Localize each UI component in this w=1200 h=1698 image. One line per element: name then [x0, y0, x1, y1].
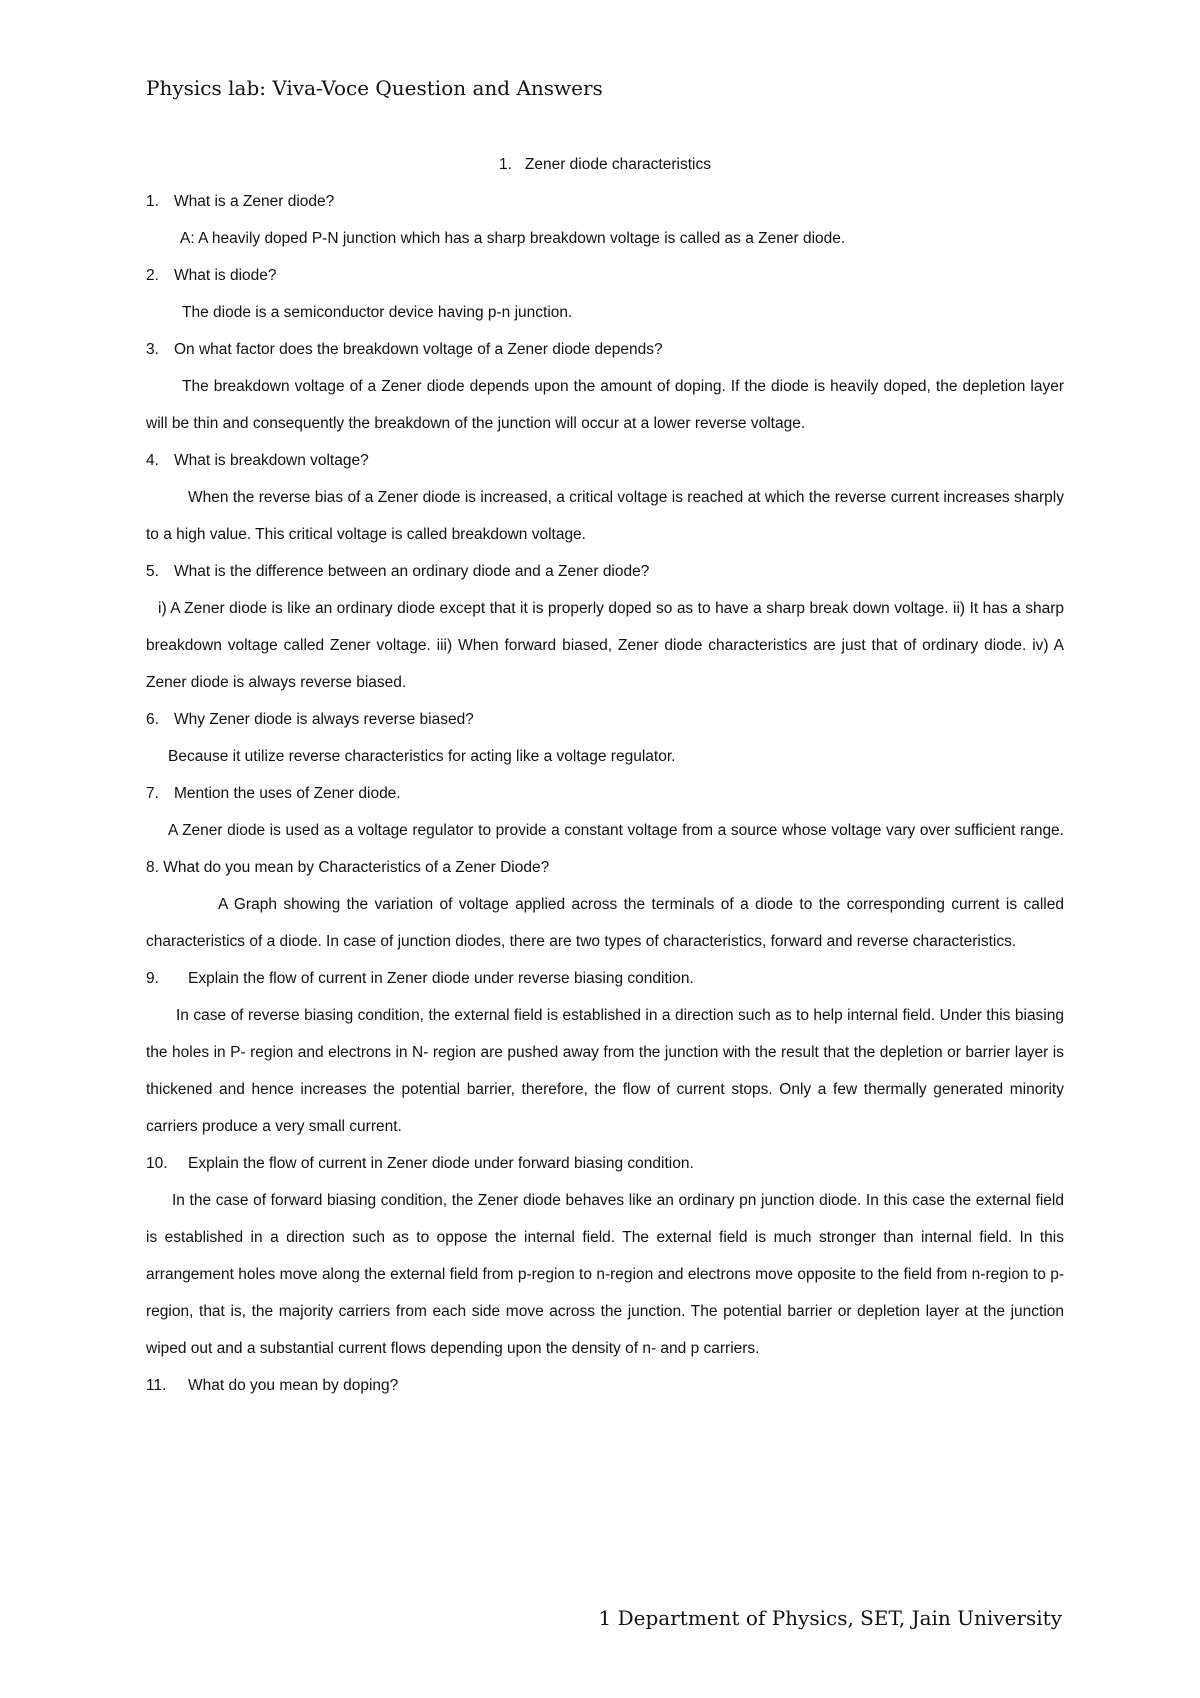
answer-8: A Graph showing the variation of voltage applied across the terminals of a diode to the corresponding current is called characteristics of a diode. In case of junction diodes, there are two types of characteristics, forward and reverse characteristics. [146, 896, 1064, 950]
question-2: 2. What is diode? [146, 267, 277, 284]
answer-10: In the case of forward biasing condition, the Zener diode behaves like an ordinary pn junction diode. In this case the external field is established in a direction such as to oppose the internal field. The external field is much stronger than internal field. In this arrangement holes move along the external field from p-region to n-region and electrons move opposite to the field from n-region to p-region, that is, the majority carriers from each side move across the junction. The potential barrier or depletion layer at the junction wiped out and a substantial current flows depending upon the density of n- and p carriers. [146, 1192, 1064, 1357]
question-3: 3. On what factor does the breakdown voltage of a Zener diode depends? [146, 341, 663, 358]
answer-3: The breakdown voltage of a Zener diode depends upon the amount of doping. If the diode is heavily doped, the depletion layer will be thin and consequently the breakdown of the junction will occur at a lower reverse voltage. [146, 378, 1064, 432]
question-10: 10. Explain the flow of current in Zener diode under forward biasing condition. [146, 1155, 694, 1172]
question-9: 9. Explain the flow of current in Zener diode under reverse biasing condition. [146, 970, 694, 987]
question-11: 11. What do you mean by doping? [146, 1377, 399, 1394]
answer-2: The diode is a semiconductor device having p-n junction. [182, 304, 573, 321]
answer-4: When the reverse bias of a Zener diode is increased, a critical voltage is reached at which the reverse current increases sharply to a high value. This critical voltage is called breakdown voltage. [146, 489, 1064, 543]
page-footer: 1 Department of Physics, SET, Jain University [598, 1606, 1062, 1630]
question-1: 1. What is a Zener diode? [146, 193, 335, 210]
question-6: 6. Why Zener diode is always reverse biased? [146, 711, 474, 728]
question-4: 4. What is breakdown voltage? [146, 452, 369, 469]
question-7: 7. Mention the uses of Zener diode. [146, 785, 401, 802]
document-title: Physics lab: Viva-Voce Question and Answers [146, 76, 603, 100]
answer-1: A: A heavily doped P-N junction which has a sharp breakdown voltage is called as a Zener diode. [180, 230, 846, 247]
answer-5: i) A Zener diode is like an ordinary diode except that it is properly doped so as to have a sharp break down voltage. ii) It has a sharp breakdown voltage called Zener voltage. iii) When forward biased, Zener diode characteristics are just that of ordinary diode. iv) A Zener diode is always reverse biased. [146, 600, 1064, 691]
answer-7: A Zener diode is used as a voltage regulator to provide a constant voltage from a source whose voltage vary over sufficient range. 8. What do you mean by Characteristics of a Zener Diode? [146, 822, 1064, 876]
question-5: 5. What is the difference between an ordinary diode and a Zener diode? [146, 563, 650, 580]
section-title: Zener diode characteristics [524, 156, 711, 173]
section-number: 1. [499, 156, 512, 173]
document-body [146, 146, 1064, 1404]
section-heading [146, 146, 1064, 183]
answer-9: In case of reverse biasing condition, the external field is established in a direction such as to help internal field. Under this biasing the holes in P- region and electrons in N- region are pushed away from the junction with the result that the depletion or barrier layer is thickened and hence increases the potential barrier, therefore, the flow of current stops. Only a few thermally generated minority carriers produce a very small current. [146, 1007, 1064, 1135]
answer-6: Because it utilize reverse characteristics for acting like a voltage regulator. [168, 748, 676, 765]
